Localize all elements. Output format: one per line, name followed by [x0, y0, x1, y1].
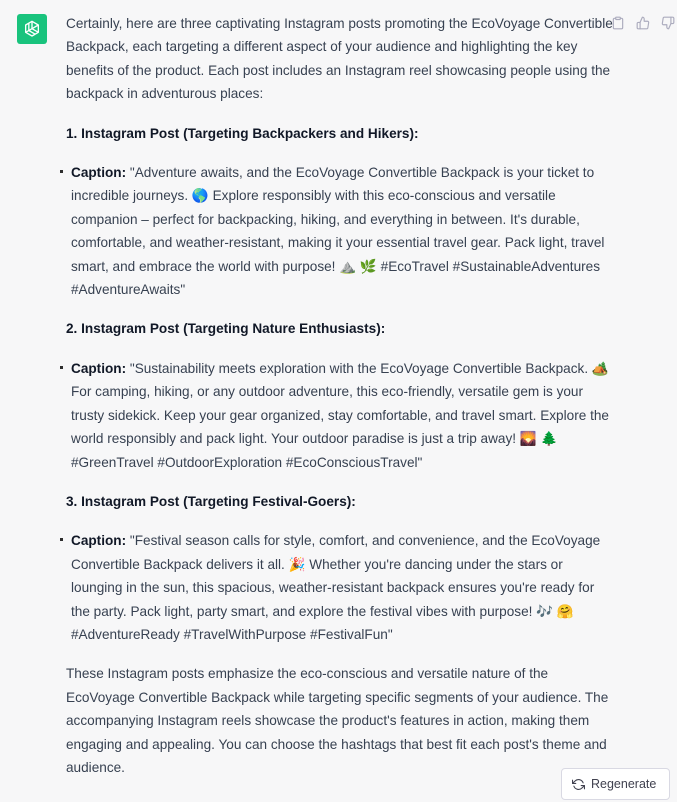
- refresh-icon: [572, 778, 585, 791]
- post-heading: 2. Instagram Post (Targeting Nature Enthusiasts):: [66, 321, 386, 337]
- caption-item: [66, 357, 614, 474]
- caption-text: "Sustainability meets exploration with the EcoVoyage Convertible Backpack. 🏕️ For camping, hiking, or any outdoor adventure, this eco-friendly, versatile gem is your trusty sidekick. Keep your gear organized, stay comfortable, and travel smart. Explore the world responsibly and pack light. Your outdoor paradise is just a trip away! 🌄 🌲 #GreenTravel #OutdoorExploration #EcoConsciousTravel": [71, 360, 609, 470]
- caption-text: "Adventure awaits, and the EcoVoyage Convertible Backpack is your ticket to incredible journeys. 🌎 Explore responsibly with this eco-conscious and versatile companion – perfect for backpacking, hiking, and everything in between. It's durable, comfortable, and weather-resistant, making it your essential travel gear. Pack light, travel smart, and embrace the world with purpose! ⛰️ 🌿 #EcoTravel #SustainableAdventures #AdventureAwaits": [71, 165, 605, 298]
- thumbs-up-icon: [636, 16, 650, 30]
- assistant-avatar: [17, 14, 47, 44]
- intro-paragraph: Certainly, here are three captivating Instagram posts promoting the EcoVoyage Convertible Backpack, each targeting a different aspect of your audience and highlighting the key benefits of the product. Each post includes an Instagram reel showcasing people using the backpack in adventurous places:: [66, 16, 613, 102]
- openai-logo-icon: [22, 19, 42, 39]
- message-content: [66, 12, 614, 795]
- caption-label: Caption:: [71, 165, 127, 181]
- post-heading: 3. Instagram Post (Targeting Festival-Goers):: [66, 493, 356, 509]
- caption-label: Caption:: [71, 360, 127, 376]
- regenerate-button[interactable]: [561, 768, 670, 800]
- dislike-button[interactable]: [659, 14, 677, 32]
- caption-text: "Festival season calls for style, comfort, and convenience, and the EcoVoyage Convertible Backpack delivers it all. 🎉 Whether you're dancing under the stars or lounging in the sun, this spacious, weather-resistant backpack ensures you're ready for the party. Pack light, party smart, and explore the festival vibes with purpose! 🎶 🤗 #AdventureReady #TravelWithPurpose #FestivalFun": [71, 533, 601, 642]
- thumbs-down-icon: [661, 16, 675, 30]
- like-button[interactable]: [634, 14, 652, 32]
- caption-item: [66, 529, 614, 646]
- regenerate-label: Regenerate: [591, 777, 657, 791]
- post-heading: 1. Instagram Post (Targeting Backpackers and Hikers):: [66, 125, 419, 141]
- message-actions: [609, 14, 677, 32]
- caption-label: Caption:: [71, 533, 127, 549]
- outro-paragraph: These Instagram posts emphasize the eco-conscious and versatile nature of the EcoVoyage Convertible Backpack while targeting specific segments of your audience. The accompanying Instagram reels showcase the product's features in action, making them engaging and appealing. You can choose the hashtags that best fit each post's theme and audience.: [66, 666, 609, 775]
- caption-item: [66, 161, 614, 301]
